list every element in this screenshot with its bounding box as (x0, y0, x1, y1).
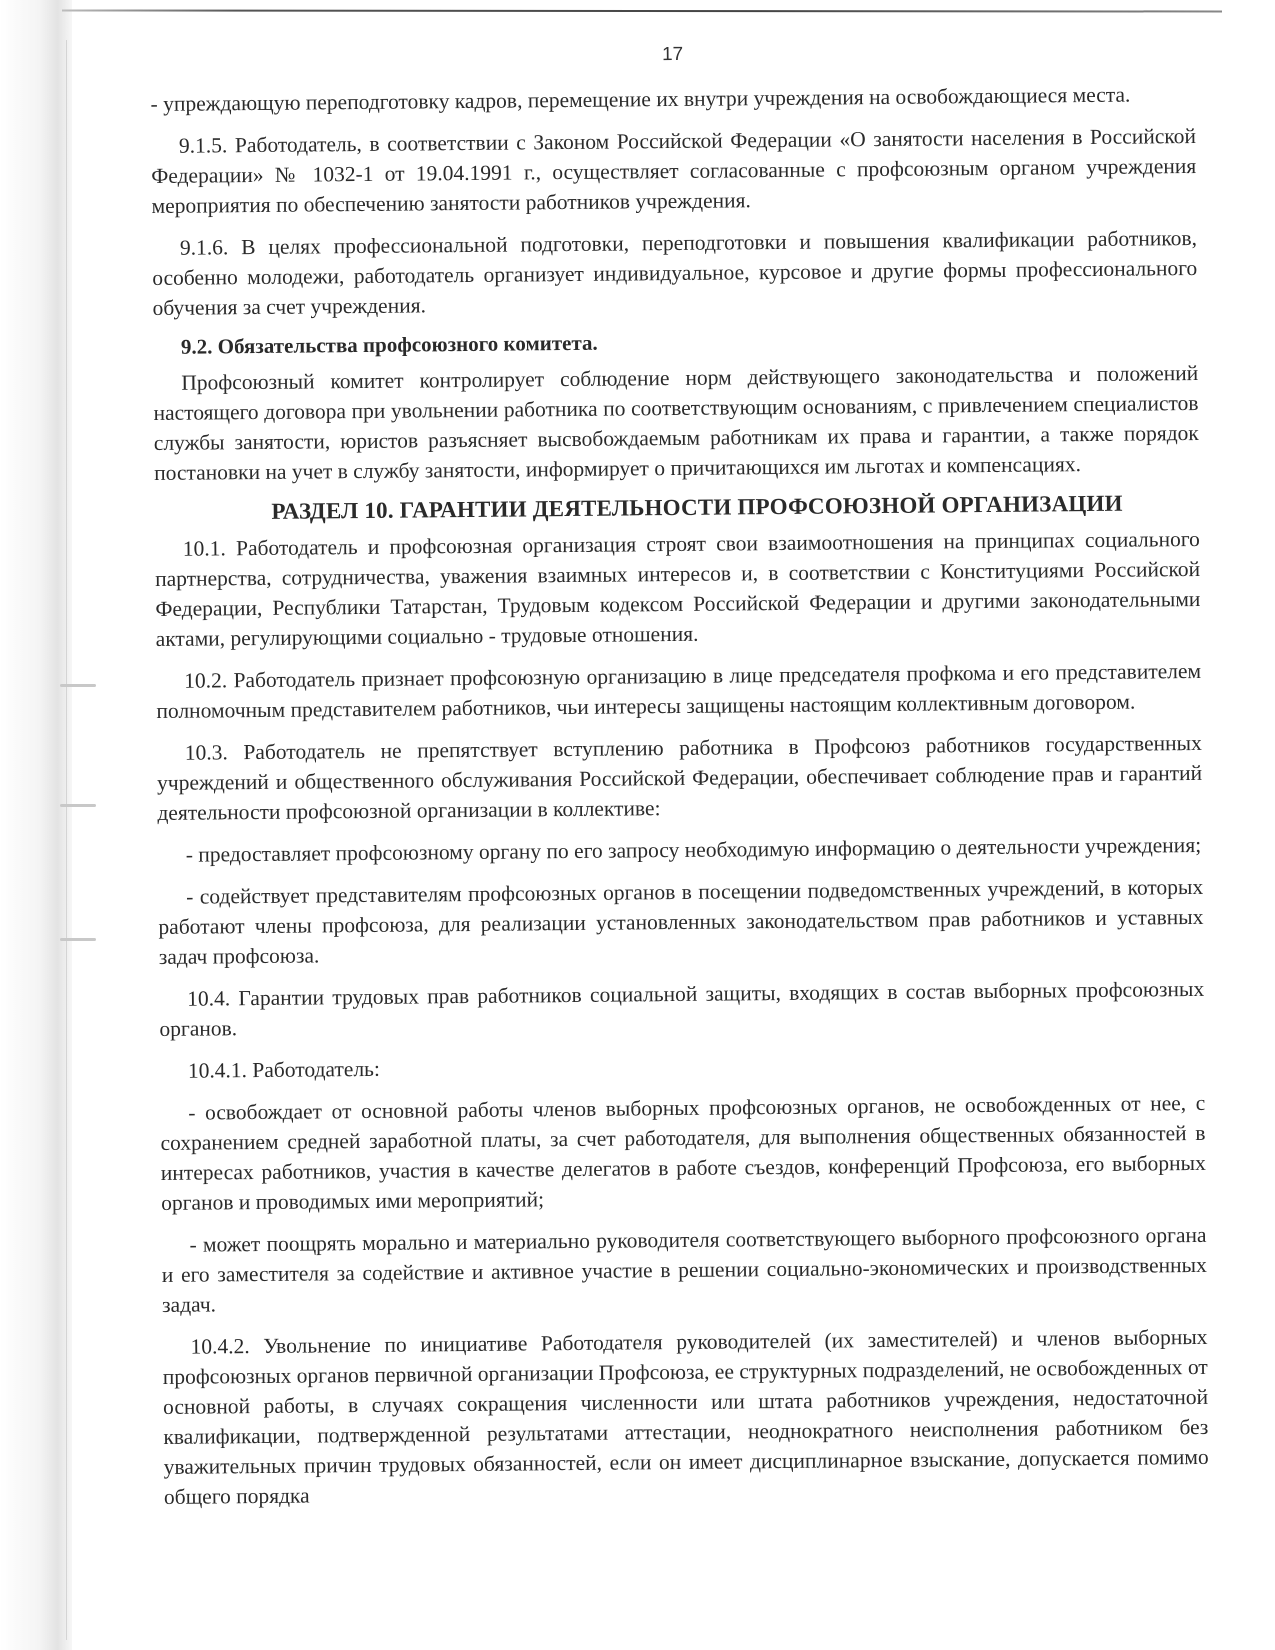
paragraph-9-1-6: 9.1.6. В целях профессиональной подготовки, переподготовки и повышения квалификации работников, особенно молодежи, работодатель организует индивидуальное, курсовое и другие формы профессионального обучения за счет учреждения. (152, 225, 1198, 321)
paragraph-info-provision: - предоставляет профсоюзному органу по его запросу необходимую информацию о деятельности учреждения; (185, 832, 1202, 867)
paragraph-10-2: 10.2. Работодатель признает профсоюзную организацию в лице председателя профкома и его представителем полномочным представителем работников, чьи интересы защищены настоящим коллективным договором. (156, 658, 1202, 723)
scan-top-edge (62, 9, 1222, 12)
paragraph-10-4: 10.4. Гарантии трудовых прав работников социальной защиты, входящих в состав выборных профсоюзных органов. (159, 976, 1205, 1041)
paragraph-9-2: Профсоюзный комитет контролирует соблюдение норм действующего законодательства и положений настоящего договора при увольнении работника по соответствующим основаниям, с привлечением специалистов службы занятости, юристов разъясняет высвобождаемым работникам их права и гарантии, а также порядок постановки на учет в службу занятости, информирует о причитающихся им льготах и компенсациях. (153, 360, 1199, 485)
paragraph-10-4-1: 10.4.1. Работодатель: (187, 1056, 381, 1083)
binding-line (66, 40, 67, 1640)
section-10-title: РАЗДЕЛ 10. ГАРАНТИИ ДЕЯТЕЛЬНОСТИ ПРОФСОЮЗНОЙ ОРГАНИЗАЦИИ (271, 490, 1123, 524)
paragraph-10-1: 10.1. Работодатель и профсоюзная организация строят свои взаимоотношения на принципах социального партнерства, сотрудничества, уважения взаимных интересов и, в соответствии с Конституциями Российской Федерации, Республики Татарстан, Трудовым кодексом Российской Федерации и другими законодательными актами, регулирующими социально - трудовые отношения. (155, 526, 1201, 651)
staple-mark (60, 684, 96, 687)
page-number: 17 (661, 43, 684, 66)
paragraph-release-duties: - освобождает от основной работы членов выборных профсоюзных органов, не освобожденных от нее, с сохранением средней заработной платы, за счет работодателя, для выполнения общественных обязанностей в интересах работников, участия в качестве делегатов в работе съездов, конференций Профсоюза, его выборных органов и проводимых ими мероприятий; (160, 1090, 1206, 1215)
staple-mark (60, 804, 96, 807)
binding-edge (0, 0, 72, 1650)
paragraph-retraining: - упреждающую переподготовку кадров, перемещение их внутри учреждения на освобождающиеся места. (150, 82, 1131, 117)
staple-mark (60, 938, 96, 941)
paragraph-encourage: - может поощрять морально и материально руководителя соответствующего выборного профсоюзного органа и его заместителя за содействие и активное участие в решении социально-экономических и производственных задач. (161, 1222, 1207, 1317)
paragraph-assist-visits: - содействует представителям профсоюзных органов в посещении подведомственных учреждений, в которых работают члены профсоюза, для реализации установленных законодательством прав работников и уставных задач профсоюза. (158, 874, 1204, 969)
paragraph-10-3: 10.3. Работодатель не препятствует вступлению работника в Профсоюз работников государственных учреждений и общественного обслуживания Российской Федерации, обеспечивает соблюдение прав и гарантий деятельности профсоюзной организации в коллективе: (156, 730, 1203, 825)
paragraph-10-4-2: 10.4.2. Увольнение по инициативе Работодателя руководителей (их заместителей) и членов выборных профсоюзных органов первичной организации Профсоюза, ее структурных подразделений, не освобожденных от основной работы, в случаях сокращения численности или штата работников учреждения, недостаточной квалификации, подтвержденной результатами аттестации, неоднократного неисполнения работником без уважительных причин трудовых обязанностей, если он имеет дисциплинарное взыскание, допускается помимо общего порядка (162, 1324, 1209, 1509)
document-page (150, 35, 1209, 1524)
heading-9-2: 9.2. Обязательства профсоюзного комитета. (180, 330, 598, 359)
paragraph-9-1-5: 9.1.5. Работодатель, в соответствии с Законом Российской Федерации «О занятости населения в Российской Федерации» № 1032-1 от 19.04.1991 г., осуществляет согласованные с профсоюзным органом учреждения мероприятия по обеспечению занятости работников учреждения. (151, 123, 1197, 219)
